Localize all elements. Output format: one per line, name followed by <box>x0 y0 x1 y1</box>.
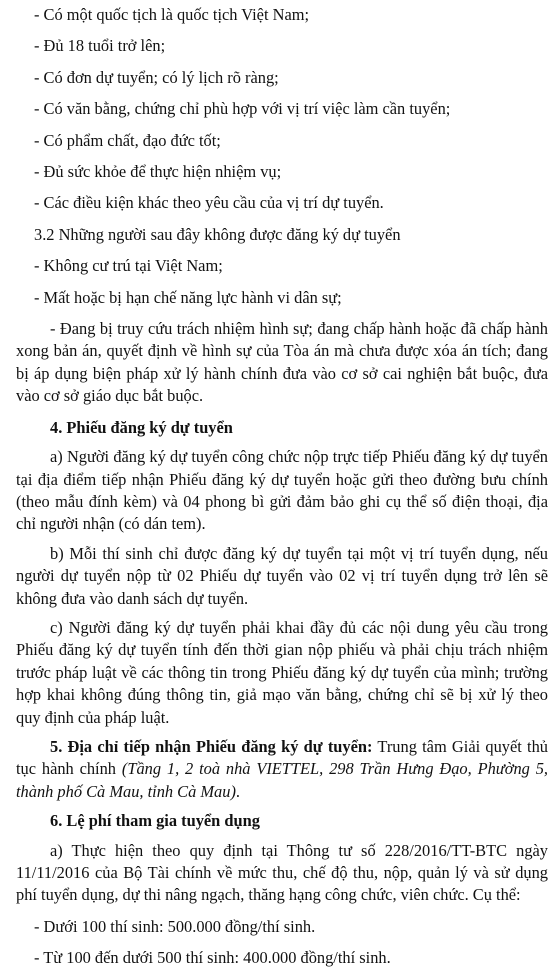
section-5-end: . <box>235 781 241 801</box>
section-5-address: (Tầng 1, 2 toà nhà VIETTEL, 298 Trần Hưng Đạo, Phường 5, thành phố Cà Mau, tỉnh Cà Mau) <box>16 759 549 801</box>
ineligibility-item: - Không cư trú tại Việt Nam; <box>34 256 223 276</box>
section-5-paragraph <box>16 736 548 803</box>
eligibility-item: - Có một quốc tịch là quốc tịch Việt Nam; <box>34 5 310 24</box>
eligibility-item: - Có phẩm chất, đạo đức tốt; <box>34 130 221 150</box>
ineligibility-paragraph: - Đang bị truy cứu trách nhiệm hình sự; đang chấp hành hoặc đã chấp hành xong bản án, quyết định về hình sự của Tòa án mà chưa được xóa án tích; đang bị áp dụng biện pháp xử lý hành chính đưa vào cơ sở cai nghiện bắt buộc, đưa vào cơ sở giáo dục bắt buộc. <box>16 319 548 406</box>
fee-item: - Từ 100 đến dưới 500 thí sinh: 400.000 đồng/thí sinh. <box>34 948 391 968</box>
fee-item: - Dưới 100 thí sinh: 500.000 đồng/thí sinh. <box>34 916 316 936</box>
eligibility-item: - Có đơn dự tuyển; có lý lịch rõ ràng; <box>34 67 279 87</box>
section-3-2-heading: 3.2 Những người sau đây không được đăng ký dự tuyển <box>34 224 401 244</box>
eligibility-item: - Đủ 18 tuổi trở lên; <box>34 36 166 56</box>
section-6-heading: 6. Lệ phí tham gia tuyển dụng <box>50 811 260 831</box>
section-6-paragraph-a: a) Thực hiện theo quy định tại Thông tư số 228/2016/TT-BTC ngày 11/11/2016 của Bộ Tài chính về mức thu, chế độ thu, nộp, quản lý và sử dụng phí tuyển dụng, dự thi nâng ngạch, thăng hạng công chức, viên chức. Cụ thể: <box>16 840 548 905</box>
section-4-paragraph-b: b) Mỗi thí sinh chỉ được đăng ký dự tuyển tại một vị trí tuyển dụng, nếu người dự tuyển nộp từ 02 Phiếu dự tuyển vào 02 vị trí tuyển dụng trở lên sẽ không đưa vào danh sách dự tuyển. <box>16 543 548 608</box>
section-4-paragraph-c: c) Người đăng ký dự tuyển phải khai đầy đủ các nội dung yêu cầu trong Phiếu đăng ký dự tuyển tính đến thời gian nộp phiếu và phải chịu trách nhiệm trước pháp luật về các thông tin trong Phiếu đăng ký dự tuyển của mình; trường hợp khai không đúng thông tin, giả mạo văn bằng, chứng chỉ sẽ bị xử lý theo quy định của pháp luật. <box>16 617 548 727</box>
section-4-heading: 4. Phiếu đăng ký dự tuyển <box>50 417 233 437</box>
eligibility-item: - Có văn bằng, chứng chỉ phù hợp với vị trí việc làm cần tuyển; <box>34 99 451 119</box>
section-5-heading: 5. Địa chỉ tiếp nhận Phiếu đăng ký dự tuyển: <box>50 736 373 756</box>
ineligibility-item: - Mất hoặc bị hạn chế năng lực hành vi dân sự; <box>34 287 342 307</box>
section-4-paragraph-a: a) Người đăng ký dự tuyển công chức nộp trực tiếp Phiếu đăng ký dự tuyển tại địa điểm tiếp nhận Phiếu đăng ký dự tuyển hoặc gửi theo đường bưu chính (theo mẫu đính kèm) và 04 phong bì gửi đảm bảo ghi cụ thể số điện thoại, địa chỉ người nhận (có dán tem). <box>16 447 548 534</box>
eligibility-item: - Đủ sức khỏe để thực hiện nhiệm vụ; <box>34 162 282 182</box>
eligibility-item: - Các điều kiện khác theo yêu cầu của vị trí dự tuyển. <box>34 193 384 213</box>
section-5-text: Trung tâm Giải quyết thủ tục hành chính <box>16 736 548 779</box>
